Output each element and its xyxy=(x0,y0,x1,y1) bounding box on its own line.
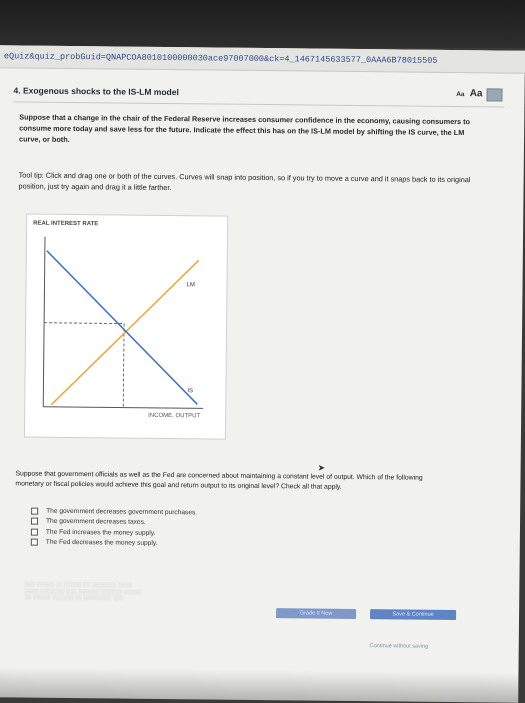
lm-curve-label: LM xyxy=(186,282,195,289)
monitor-bezel xyxy=(0,0,525,48)
mouse-cursor-icon: ➤ xyxy=(317,462,326,473)
save-and-continue-button[interactable]: Save & Continue xyxy=(370,609,456,620)
continue-without-saving-link[interactable]: Continue without saving xyxy=(369,643,429,650)
screen-shadow xyxy=(0,667,518,702)
browser-screen xyxy=(0,45,525,702)
option-decrease-money-supply[interactable] xyxy=(31,537,197,549)
text-size-increase-button[interactable]: Aa xyxy=(469,88,483,100)
option-label: The Fed increases the money supply. xyxy=(45,528,156,537)
question-2-text: Suppose that government officials as well as the Fed are concerned about maintaining a constant level of output. Which of the following monetary or fiscal policies would achieve this goal and return output to its original level? Check all that apply. xyxy=(15,470,423,491)
divider xyxy=(13,101,504,107)
grade-it-now-button[interactable]: Grade It Now xyxy=(276,608,356,619)
equilibrium-output-dashed-line xyxy=(123,324,124,408)
y-axis xyxy=(43,237,45,407)
x-axis-label: INCOME, OUTPUT xyxy=(148,412,201,420)
question-title: 4. Exogenous shocks to the IS-LM model xyxy=(13,85,179,98)
checkbox[interactable] xyxy=(31,539,38,546)
option-label: The Fed decreases the money supply. xyxy=(45,539,158,548)
is-lm-graph xyxy=(25,215,227,439)
option-label: The government decreases taxes. xyxy=(45,518,146,527)
address-bar[interactable]: eQuiz&quiz_probGuid=QNAPCOA8010100000030ace97007000&ck=4_1467145633577_0AAA6B78015505 xyxy=(0,45,525,74)
option-label: The government decreases government purchases. xyxy=(46,507,198,517)
is-curve-label: IS xyxy=(187,388,194,395)
copyright-footer: ░░░ ░░░░░ ░░ ░░░░░ ░░ ░░░░░░░ ░░░░ ░░░░ ░░░░░░░ ░░░ ░░░░░░ ░░░░░░ ░░░░░ ░░ ░░░░░ ░░░░░░ ░░ ░░░░░░░░ ░░░ xyxy=(24,581,142,602)
equilibrium-rate-dashed-line xyxy=(44,323,124,324)
checkbox[interactable] xyxy=(31,518,38,525)
is-lm-graph-panel xyxy=(24,214,228,440)
print-icon[interactable] xyxy=(486,88,502,101)
text-size-decrease-button[interactable]: Aa xyxy=(456,91,465,99)
checkbox[interactable] xyxy=(31,528,38,535)
question-prompt: Suppose that a change in the chair of the Federal Reserve increases consumer confidence in the economy, causing consumers to consume more today and save less for the future. Indicate the effect this has on the IS-LM model by shifting the IS curve, the LM curve, or both. xyxy=(18,112,471,144)
tool-tip: Tool tip: Click and drag one or both of the curves. Curves will snap into position, so if you try to move a curve and it snaps back to its original position, just try again and drag it a little farther. xyxy=(18,170,471,193)
is-curve[interactable] xyxy=(45,251,199,405)
y-axis-label: REAL INTEREST RATE xyxy=(33,220,99,228)
options-list xyxy=(31,506,197,550)
checkbox[interactable] xyxy=(31,507,38,514)
